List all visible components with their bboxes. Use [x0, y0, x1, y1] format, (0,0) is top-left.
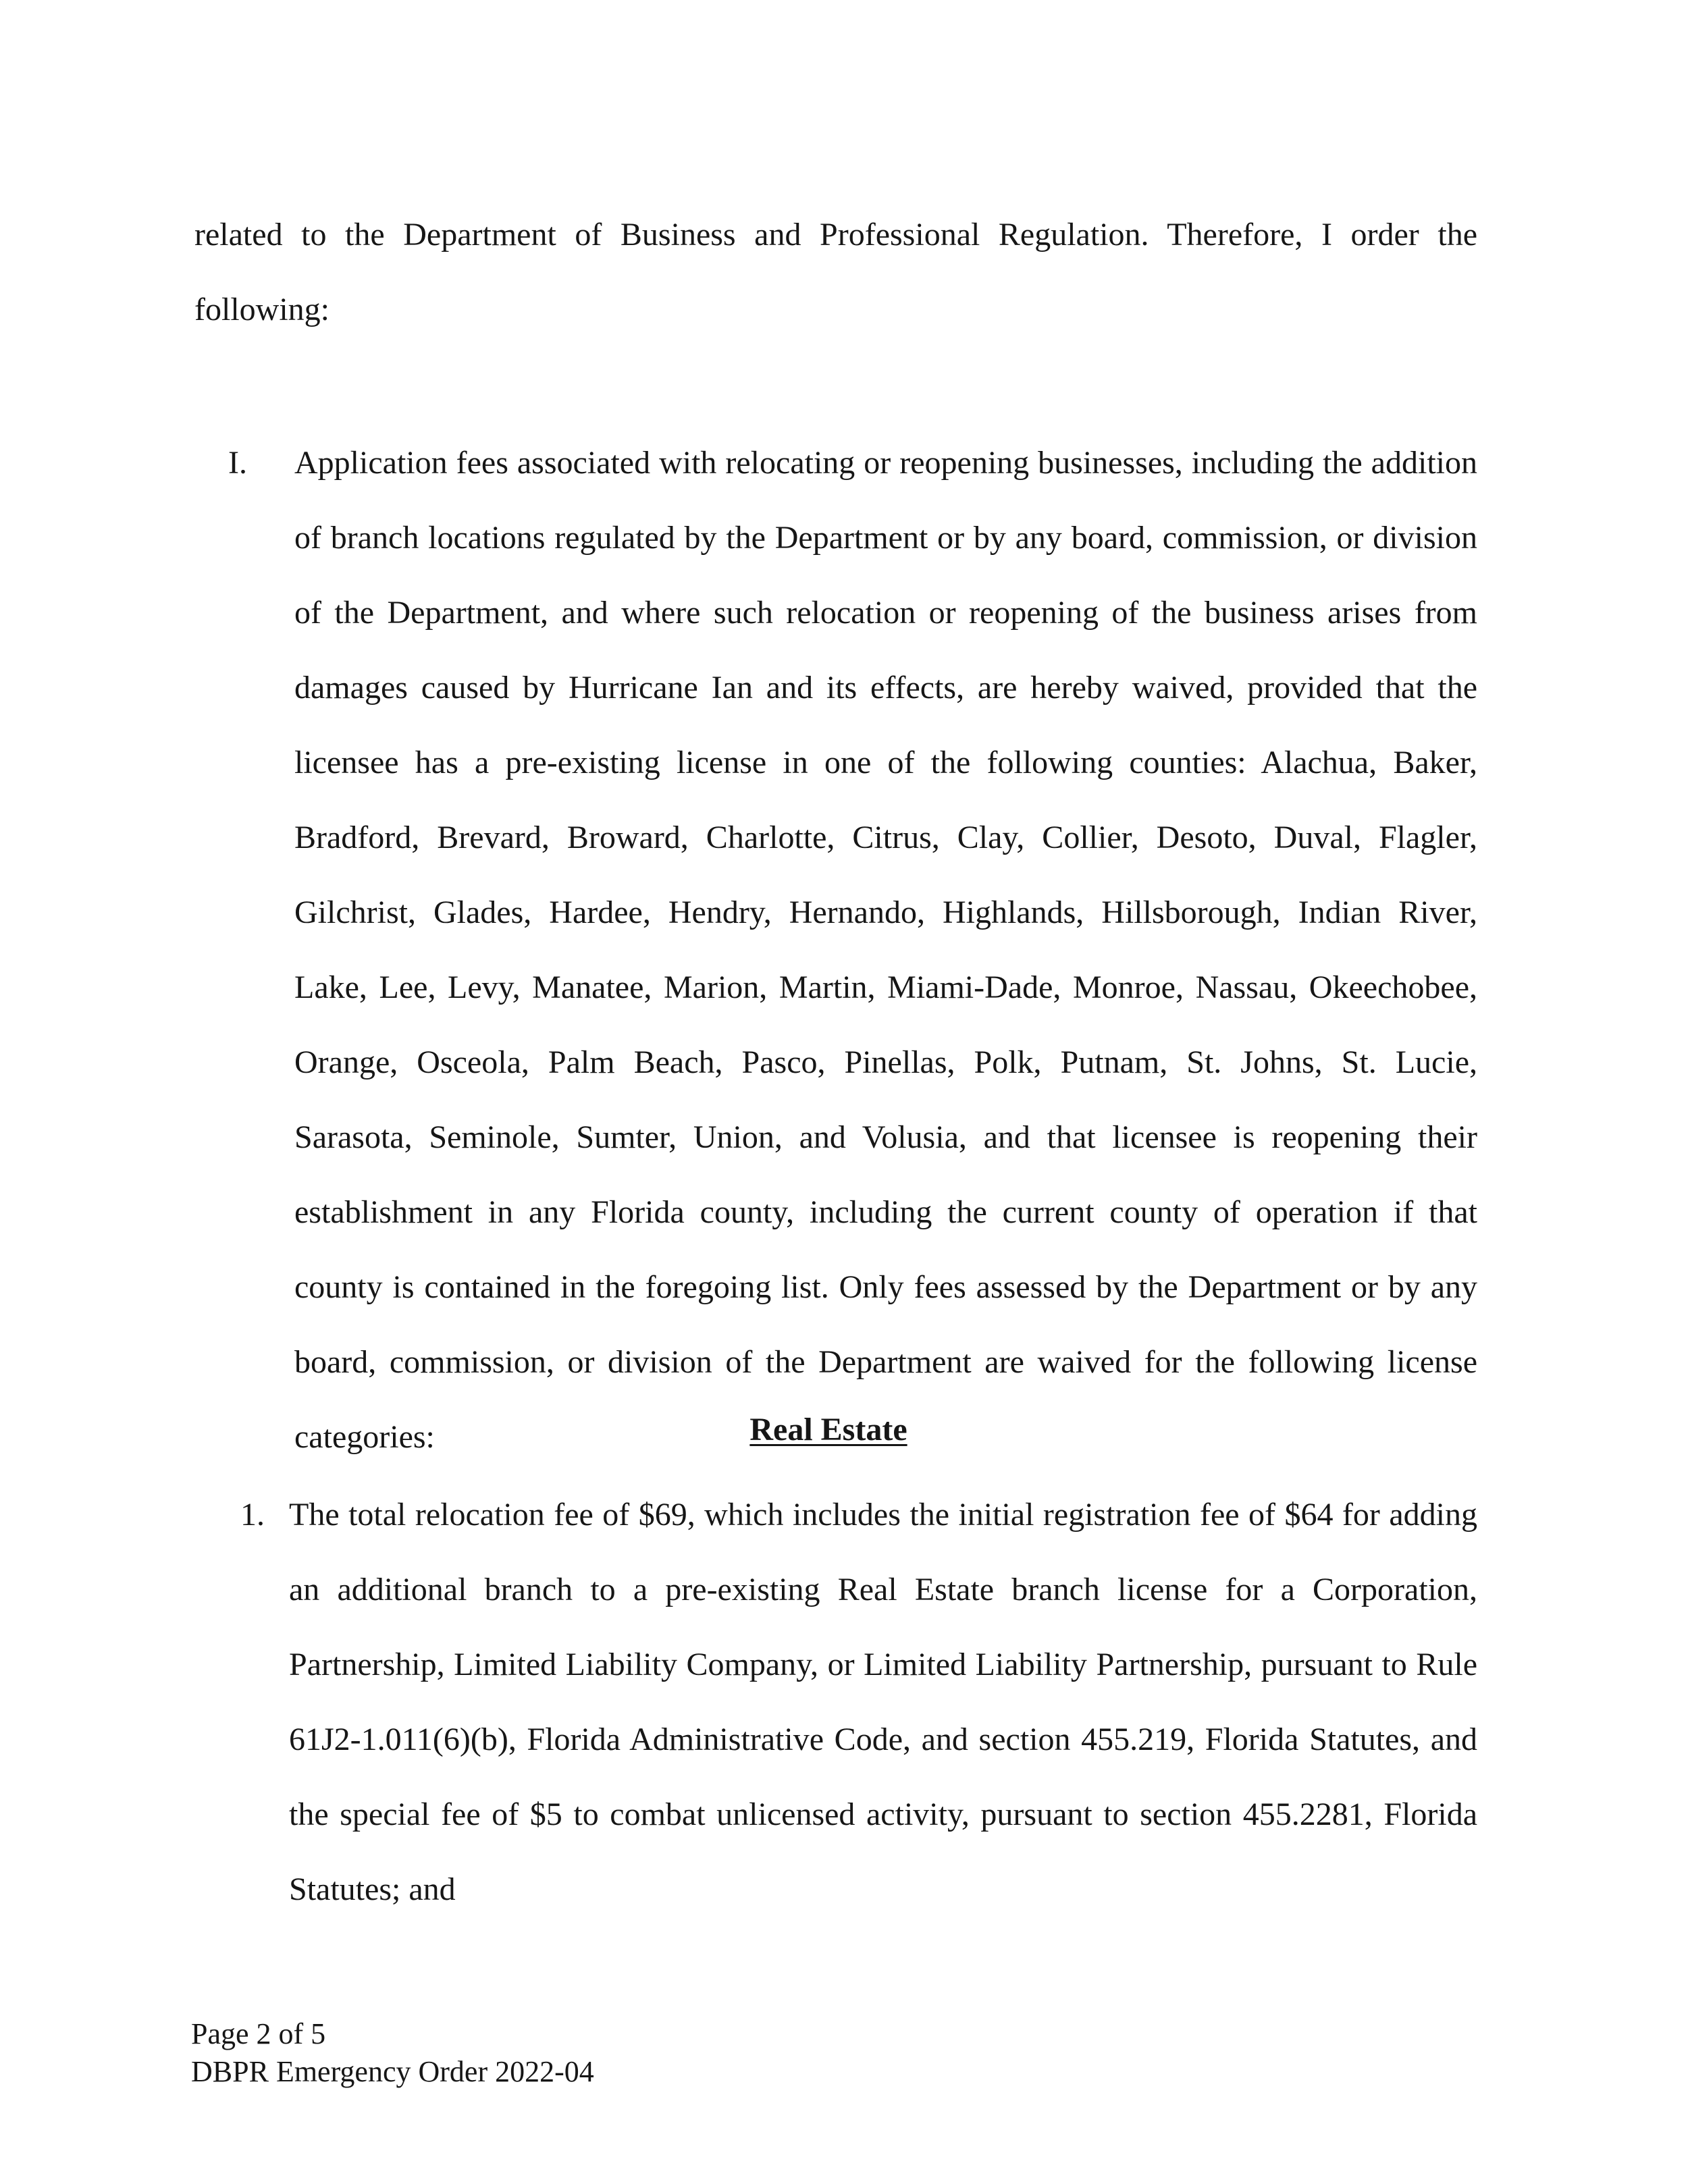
heading-label: Real Estate: [749, 1412, 907, 1447]
section-numeral: I.: [228, 445, 247, 481]
intro-paragraph: related to the Department of Business and Professional Regulation. Therefore, I order the following:: [194, 217, 1477, 327]
item-paragraph: The total relocation fee of $69, which includes the initial registration fee of $64 for adding an additional branch to a pre-existing Real Estate branch license for a Corporation, Partnership, Limited Liability Company, or Limited Liability Partnership, pursuant to Rule 61J2-1.011(6)(b), Florida Administrative Code, and section 455.219, Florida Statutes, and the special fee of $5 to combat unlicensed activity, pursuant to section 455.2281, Florida Statutes; and: [289, 1497, 1477, 1907]
item-number: 1.: [240, 1497, 265, 1533]
page-number: Page 2 of 5: [191, 2017, 326, 2050]
category-heading: [0, 1410, 1688, 1450]
page-footer: [191, 2015, 594, 2091]
order-reference: DBPR Emergency Order 2022-04: [191, 2055, 594, 2088]
section-paragraph: Application fees associated with relocating or reopening businesses, including the addition of branch locations regulated by the Department or by any board, commission, or division of the Department, and where such relocation or reopening of the business arises from damages caused by Hurricane Ian and its effects, are hereby waived, provided that the licensee has a pre-existing license in one of the following counties: Alachua, Baker, Bradford, Brevard, Broward, Charlotte, Citrus, Clay, Collier, Desoto, Duval, Flagler, Gilchrist, Glades, Hardee, Hendry, Hernando, Highlands, Hillsborough, Indian River, Lake, Lee, Levy, Manatee, Marion, Martin, Miami-Dade, Monroe, Nassau, Okeechobee, Orange, Osceola, Palm Beach, Pasco, Pinellas, Polk, Putnam, St. Johns, St. Lucie, Sarasota, Seminole, Sumter, Union, and Volusia, and that licensee is reopening their establishment in any Florida county, including the current county of operation if that county is contained in the foregoing list. Only fees assessed by the Department or by any board, commission, or division of the Department are waived for the following license categories:: [294, 445, 1477, 1455]
